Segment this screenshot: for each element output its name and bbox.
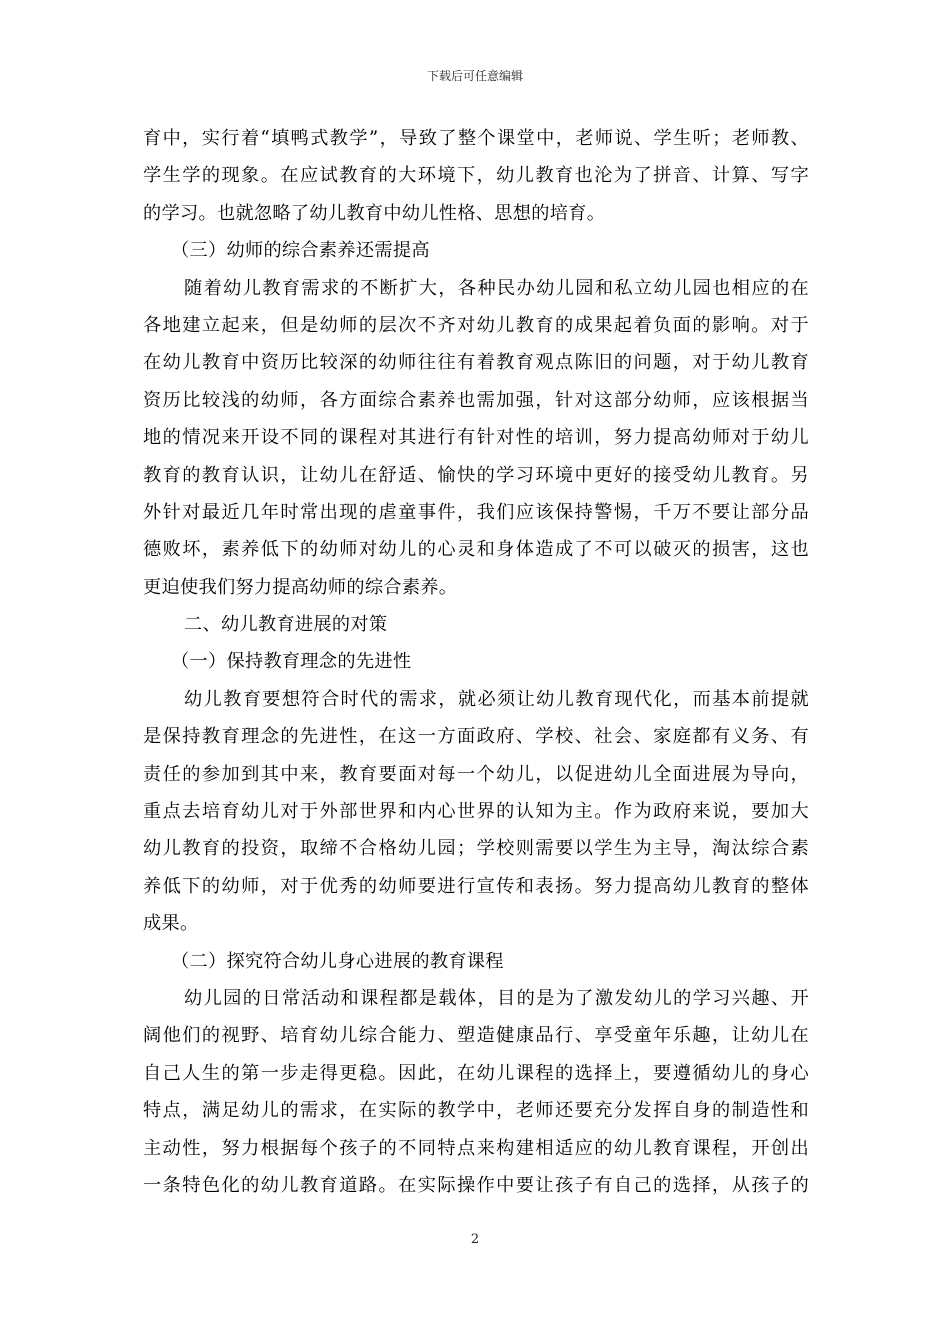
- text-line: 二、幼儿教育进展的对策: [184, 614, 388, 636]
- text-line: 地的情况来开设不同的课程对其进行有针对性的培训，努力提高幼师对于幼儿: [143, 427, 809, 449]
- text-line: 在幼儿教育中资历比较深的幼师往往有着教育观点陈旧的问题，对于幼儿教育: [143, 352, 809, 374]
- text-line: 资历比较浅的幼师，各方面综合素养也需加强，针对这部分幼师，应该根据当: [143, 389, 809, 411]
- text-line: 各地建立起来，但是幼师的层次不齐对幼儿教育的成果起着负面的影响。对于: [143, 314, 809, 336]
- text-line: 德败坏，素养低下的幼师对幼儿的心灵和身体造成了不可以破灭的损害，这也: [143, 539, 809, 561]
- section-heading: （二）探究符合幼儿身心进展的教育课程: [171, 950, 504, 972]
- text-line: 随着幼儿教育需求的不断扩大，各种民办幼儿园和私立幼儿园也相应的在: [184, 277, 809, 299]
- text-line: 幼儿教育的投资，取缔不合格幼儿园；学校则需要以学生为主导，淘汰综合素: [143, 838, 809, 860]
- text-line: 重点去培育幼儿对于外部世界和内心世界的认知为主。作为政府来说，要加大: [143, 801, 809, 823]
- text-line: 更迫使我们努力提高幼师的综合素养。: [143, 576, 458, 598]
- text-line: 一条特色化的幼儿教育道路。在实际操作中要让孩子有自己的选择，从孩子的: [143, 1174, 809, 1196]
- text-line: 责任的参加到其中来，教育要面对每一个幼儿，以促进幼儿全面进展为导向，: [143, 763, 809, 785]
- text-line: 育中，实行着“填鸭式教学”，导致了整个课堂中，老师说、学生听；老师教、: [143, 128, 809, 149]
- page-header: 下载后可任意编辑: [426, 69, 523, 83]
- text-line: 成果。: [143, 913, 199, 935]
- text-line: 幼儿教育要想符合时代的需求，就必须让幼儿教育现代化，而基本前提就: [184, 688, 809, 710]
- page-number: 2: [470, 1232, 480, 1247]
- text-line: 学生学的现象。在应试教育的大环境下，幼儿教育也沦为了拼音、计算、写字: [143, 165, 809, 187]
- text-line: 特点，满足幼儿的需求，在实际的教学中，老师还要充分发挥自身的制造性和: [143, 1100, 809, 1122]
- document-body: [143, 120, 809, 1204]
- text-line: 幼儿园的日常活动和课程都是载体，目的是为了激发幼儿的学习兴趣、开: [184, 987, 809, 1009]
- text-line: 的学习。也就忽略了幼儿教育中幼儿性格、思想的培育。: [143, 202, 606, 224]
- section-heading: （一）保持教育理念的先进性: [171, 651, 412, 673]
- section-heading: （三）幼师的综合素养还需提高: [171, 240, 430, 262]
- text-line: 自己人生的第一步走得更稳。因此，在幼儿课程的选择上，要遵循幼儿的身心: [143, 1062, 809, 1084]
- text-line: 教育的教育认识，让幼儿在舒适、愉快的学习环境中更好的接受幼儿教育。另: [143, 464, 809, 486]
- text-line: 是保持教育理念的先进性，在这一方面政府、学校、社会、家庭都有义务、有: [143, 726, 809, 748]
- text-line: 阔他们的视野、培育幼儿综合能力、塑造健康品行、享受童年乐趣，让幼儿在: [143, 1025, 809, 1047]
- text-line: 养低下的幼师，对于优秀的幼师要进行宣传和表扬。努力提高幼儿教育的整体: [143, 875, 809, 897]
- text-line: 主动性，努力根据每个孩子的不同特点来构建相适应的幼儿教育课程，开创出: [143, 1137, 809, 1159]
- text-line: 外针对最近几年时常出现的虐童事件，我们应该保持警惕，千万不要让部分品: [143, 501, 809, 523]
